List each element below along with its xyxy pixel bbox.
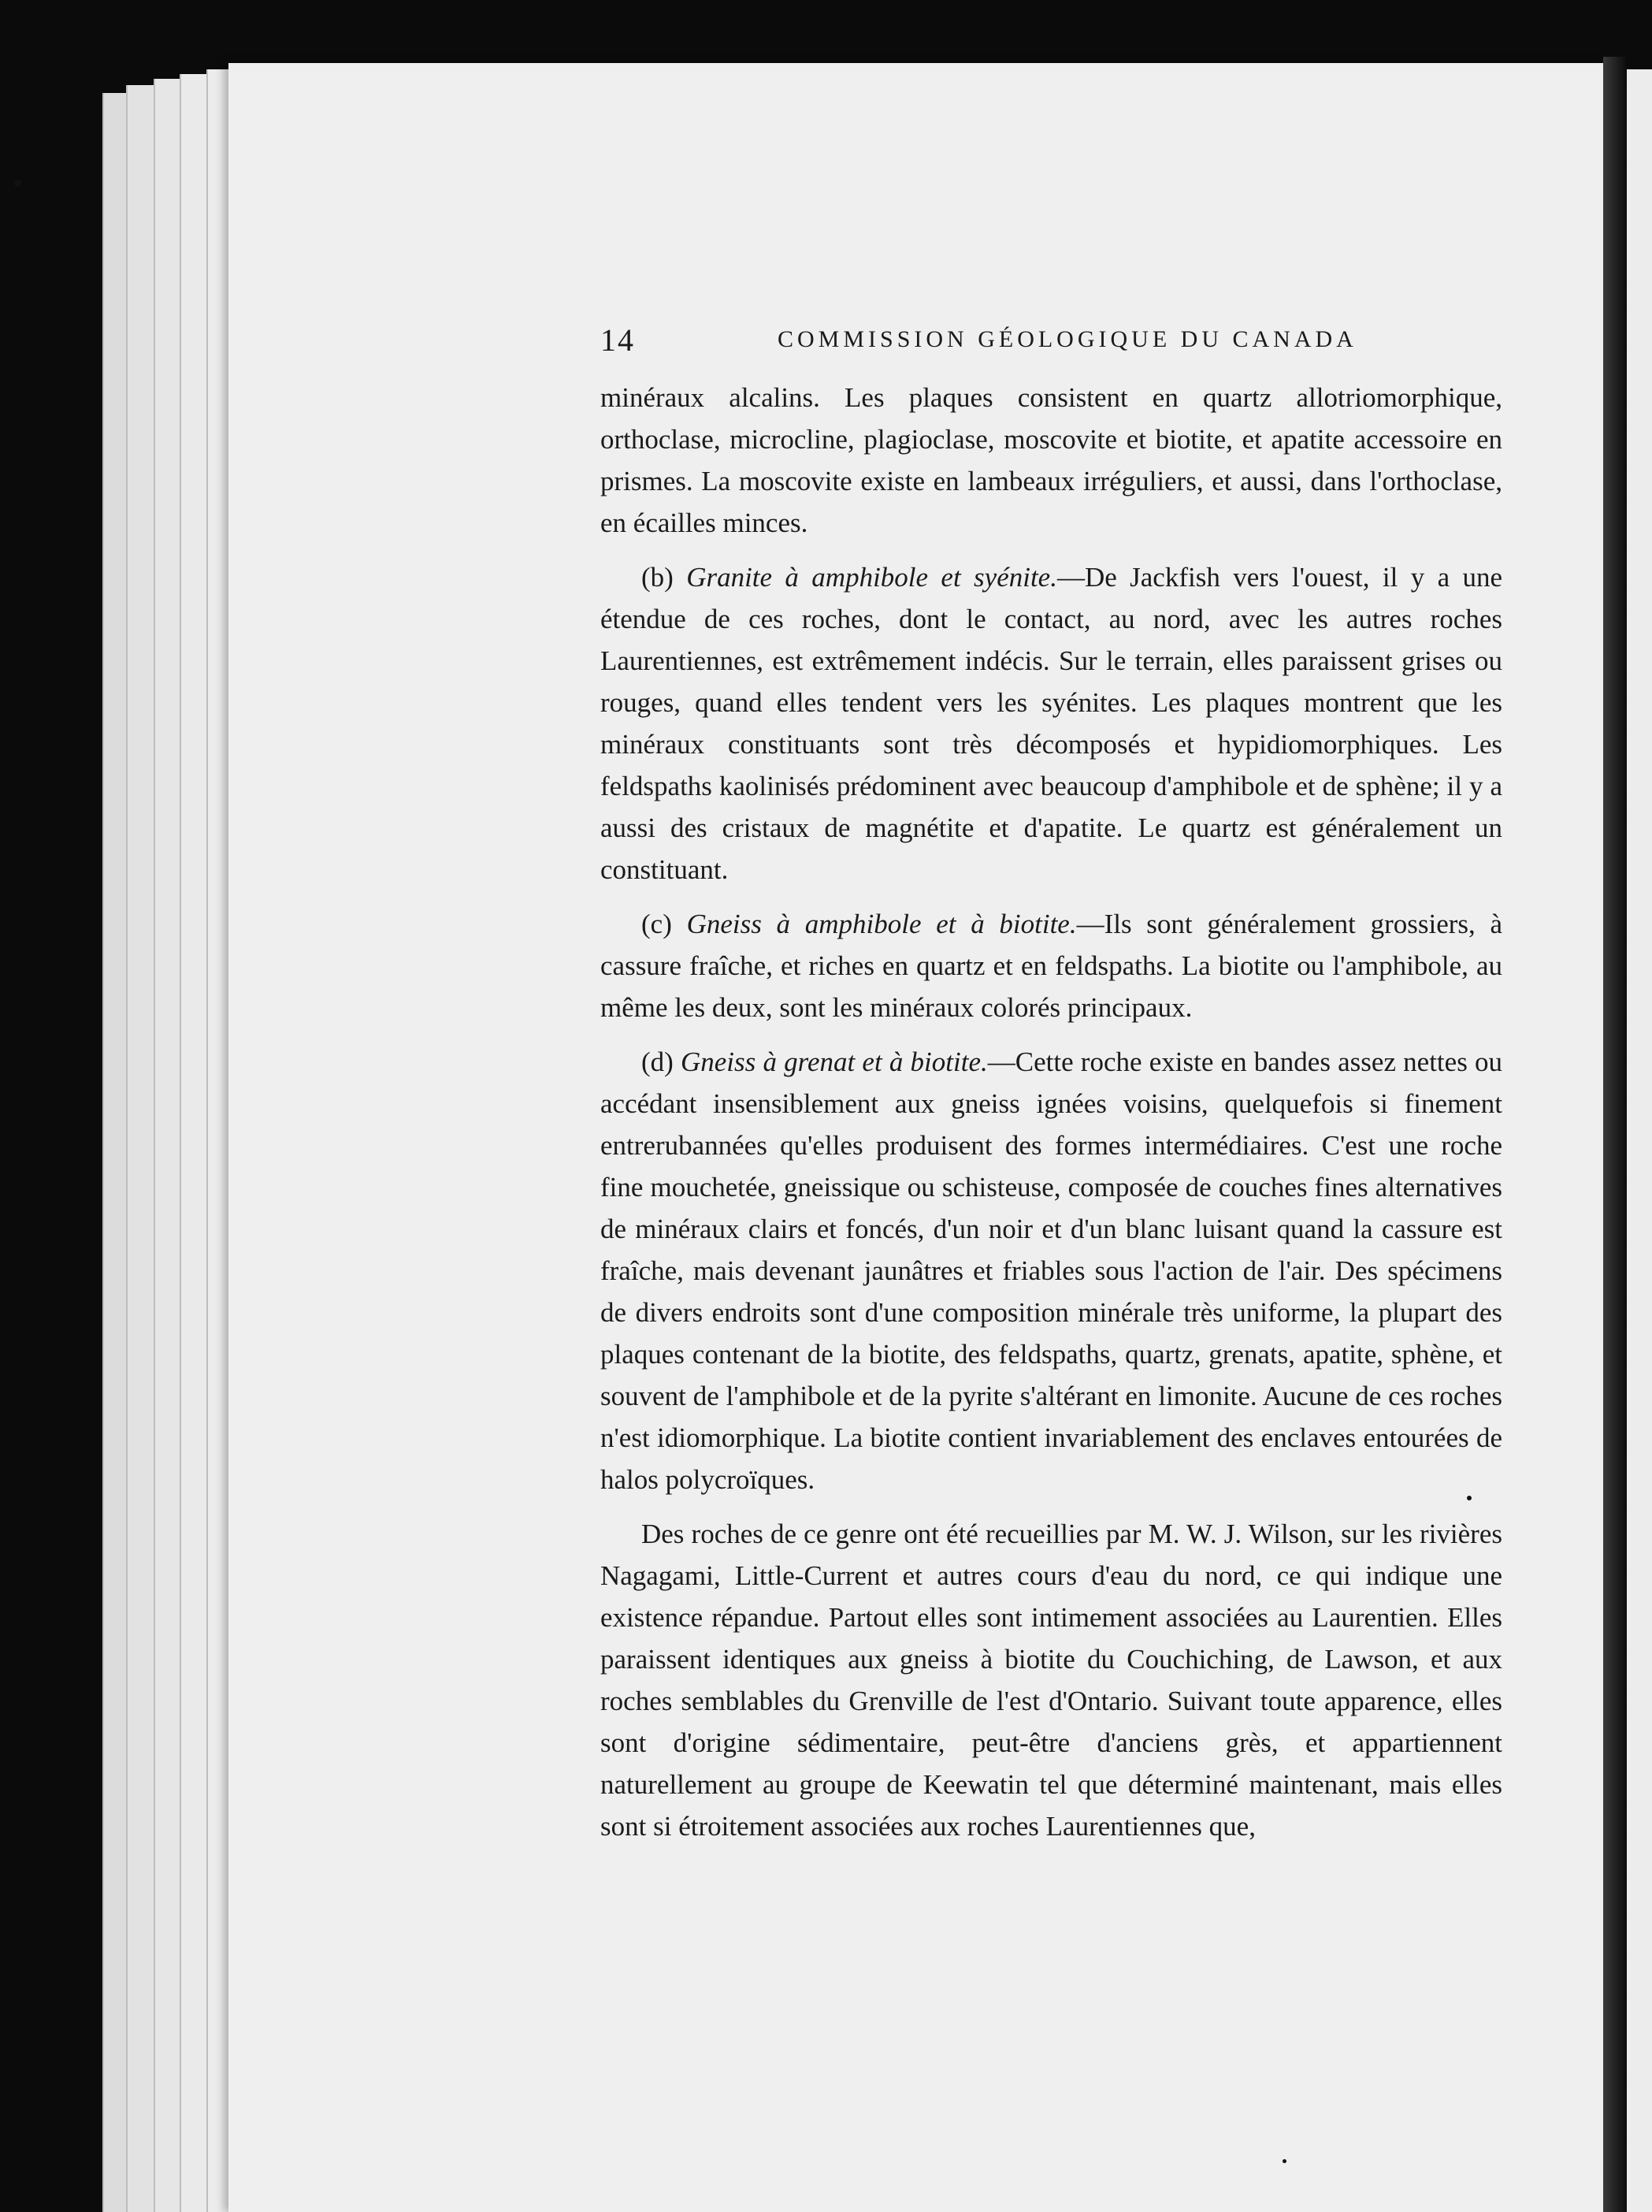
paragraph-text: —Cette roche existe en bandes assez nettes ou accédant insensiblement aux gneiss ignées voisins, quelquefois si finement entrerubannées qu'elles produisent des formes intermédiaires. C'est une roche fine mouchetée, gneissique ou schisteuse, composée de couches fines alternatives de minéraux clairs et foncés, d'un noir et d'un blanc luisant quand la cassure est fraîche, mais devenant jaunâtres et friables sous l'action de l'air. Des spécimens de divers endroits sont d'une composition minérale très uniforme, la plupart des plaques contenant de la biotite, des feldspaths, quartz, grenats, apatite, sphène, et souvent de l'amphibole et de la pyrite s'altérant en limonite. Aucune de ces roches n'est idiomorphique. La biotite contient invariablement des enclaves entourées de halos polycroïques.	[600, 1047, 1503, 1495]
section-label: (b)	[641, 562, 687, 593]
scan-speck	[1283, 2159, 1286, 2163]
section-title: Granite à amphibole et syénite.	[686, 562, 1057, 593]
paragraph-text: Des roches de ce genre ont été recueillies par M. W. J. Wilson, sur les rivières Nagagami, Little-Current et autres cours d'eau du nord, ce qui indique une existence répandue. Partout elles sont intimement associées au Laurentien. Elles paraissent identiques aux gneiss à biotite du Couchiching, de Lawson, et aux roches semblables du Grenville de l'est d'Ontario. Suivant toute apparence, elles sont d'origine sédimentaire, peut-être d'anciens grès, et appartiennent naturellement au groupe de Keewatin tel que déterminé maintenant, mais elles sont si étroitement associées aux roches Laurentiennes que,	[600, 1519, 1502, 1842]
paragraph-text: —Ils sont généralement grossiers, à cassure fraîche, et riches en quartz et en feldspaths. La biotite ou l'amphibole, au même les deux, sont les minéraux colorés principaux.	[600, 909, 1502, 1023]
page-header	[600, 322, 1546, 361]
section-label: (c)	[641, 909, 687, 939]
paragraph	[600, 903, 1502, 1028]
section-title: Gneiss à amphibole et à biotite.	[686, 909, 1077, 939]
section-label: (d)	[641, 1047, 681, 1077]
paragraph	[600, 377, 1502, 544]
body-text	[600, 377, 1502, 1860]
page-shadow	[1603, 57, 1627, 2212]
section-title: Gneiss à grenat et à biotite.	[681, 1047, 988, 1077]
page-number: 14	[600, 322, 635, 358]
paragraph-text: minéraux alcalins. Les plaques consistent en quartz allotriomorphique, orthoclase, microcline, plagioclase, moscovite et biotite, et apatite accessoire en prismes. La moscovite existe en lambeaux irréguliers, et aussi, dans l'orthoclase, en écailles minces.	[600, 382, 1502, 538]
paragraph	[600, 1513, 1502, 1847]
paragraph	[600, 556, 1502, 890]
paragraph	[600, 1041, 1502, 1500]
running-title: COMMISSION GÉOLOGIQUE DU CANADA	[778, 326, 1357, 352]
paragraph-text: —De Jackfish vers l'ouest, il y a une étendue de ces roches, dont le contact, au nord, avec les autres roches Laurentiennes, est extrêmement indécis. Sur le terrain, elles paraissent grises ou rouges, quand elles tendent vers les syénites. Les plaques montrent que les minéraux constituants sont très décomposés et hypidiomorphiques. Les feldspaths kaolinisés prédominent avec beaucoup d'amphibole et de sphène; il y a aussi des cristaux de magnétite et d'apatite. Le quartz est généralement un constituant.	[600, 562, 1502, 885]
scan-speck	[14, 180, 21, 187]
